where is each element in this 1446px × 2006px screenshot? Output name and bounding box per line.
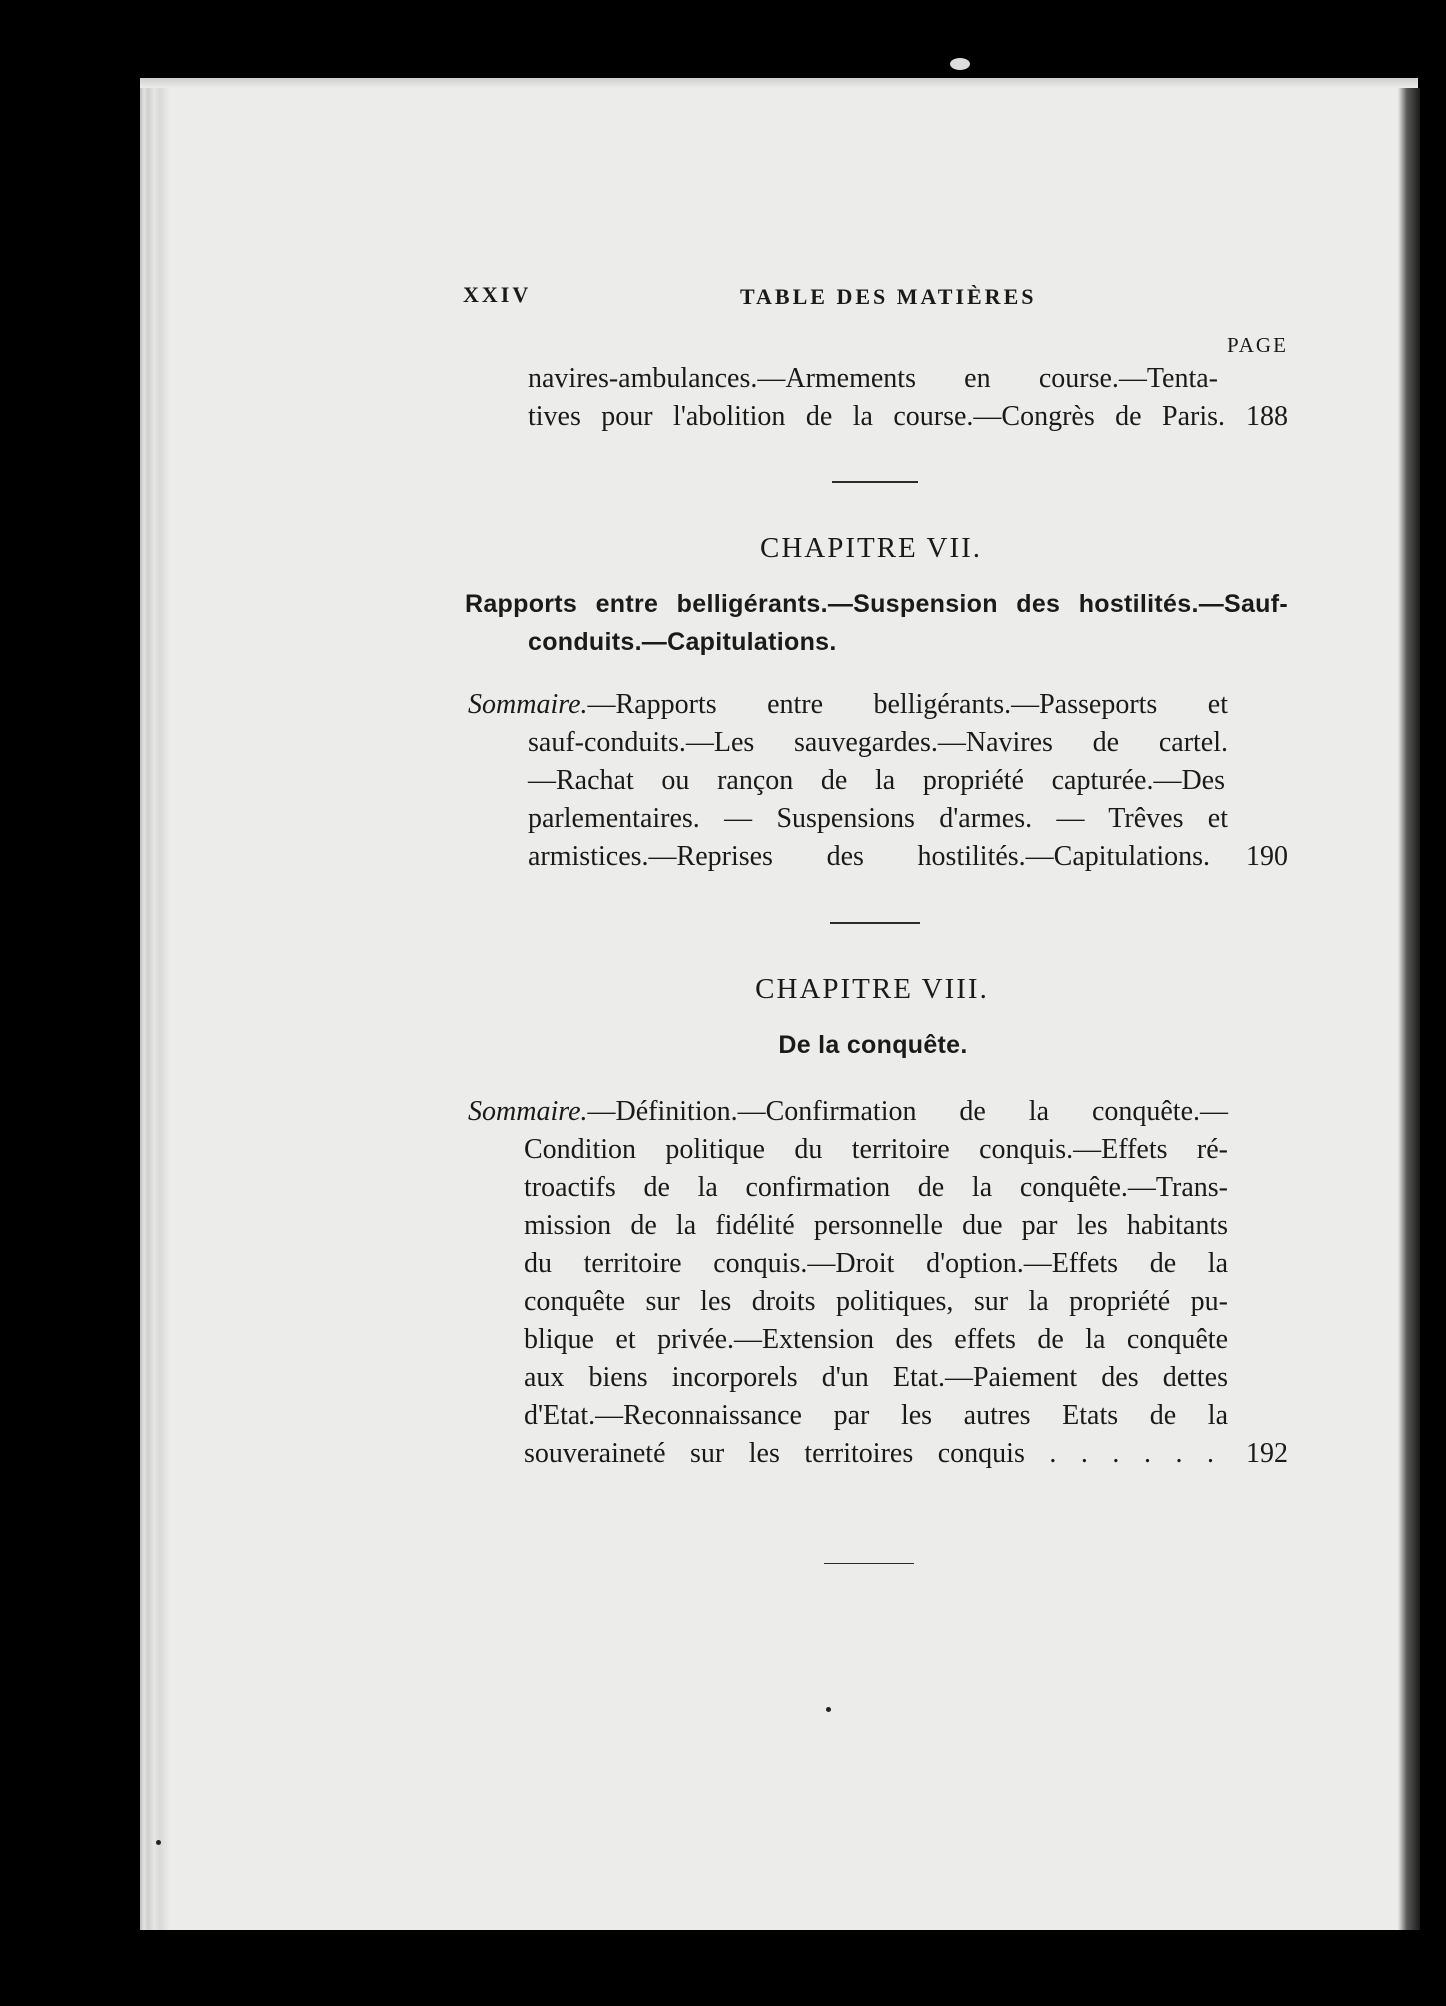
chapter-heading: CHAPITRE VII. [759,532,983,564]
summary-line: parlementaires. — Suspensions d'armes. — Trêves et [528,803,1228,834]
summary-line: troactifs de la confirmation de la conquête.—Trans- [524,1172,1228,1203]
summary-line: —Rapports entre belligérants.—Passeports et [587,689,1228,720]
summary-line: Condition politique du territoire conquis.—Effets ré- [524,1134,1228,1165]
summary-first-line [468,1093,1228,1131]
page-number: 192 [1246,1438,1288,1469]
summary-line: armistices.—Reprises des hostilités.—Capitulations. [528,841,1210,872]
summary-line: blique et privée.—Extension des effets de la conquête [524,1324,1228,1355]
summary-first-line [468,686,1228,724]
page-number: 190 [1246,841,1288,872]
chapter-title-line: conduits.—Capitulations. [528,628,837,656]
section-divider [830,922,920,924]
chapter-heading: CHAPITRE VIII. [755,973,989,1005]
folio-number: XXIV [463,282,532,307]
section-divider [832,481,918,483]
scan-blemish [950,58,970,70]
summary-line: —Définition.—Confirmation de la conquête.— [587,1096,1228,1127]
summary-label: Sommaire. [468,1096,588,1127]
chapter-title-line: Rapports entre belligérants.—Suspension des hostilités.—Sauf- [465,590,1288,618]
section-divider [824,1563,914,1564]
chapter-title-line: De la conquête. [778,1031,968,1059]
summary-line: d'Etat.—Reconnaissance par les autres Etats de la [524,1400,1228,1431]
summary-line: aux biens incorporels d'un Etat.—Paiement des dettes [524,1362,1228,1393]
carryover-line: navires-ambulances.—Armements en course.—Tenta- [528,363,1218,394]
page-column-label: PAGE [1227,333,1288,357]
summary-line: du territoire conquis.—Droit d'option.—Effets de la [524,1248,1228,1279]
ink-speck [826,1707,831,1712]
ink-speck [156,1840,161,1845]
page-edge-top [140,78,1418,88]
summary-line: mission de la fidélité personnelle due par les habitants [524,1210,1228,1241]
summary-label: Sommaire. [468,689,588,720]
running-title: TABLE DES MATIÈRES [740,284,1037,309]
carryover-line: tives pour l'abolition de la course.—Congrès de Paris. [528,401,1225,432]
summary-line: souveraineté sur les territoires conquis . . . . . . [524,1438,1214,1469]
page-edge-shadow [1398,88,1420,1930]
summary-line: conquête sur les droits politiques, sur la propriété pu- [524,1286,1228,1317]
summary-line: sauf-conduits.—Les sauvegardes.—Navires de cartel. [528,727,1228,758]
summary-line: —Rachat ou rançon de la propriété capturée.—Des [528,765,1225,796]
page-number: 188 [1246,401,1288,432]
